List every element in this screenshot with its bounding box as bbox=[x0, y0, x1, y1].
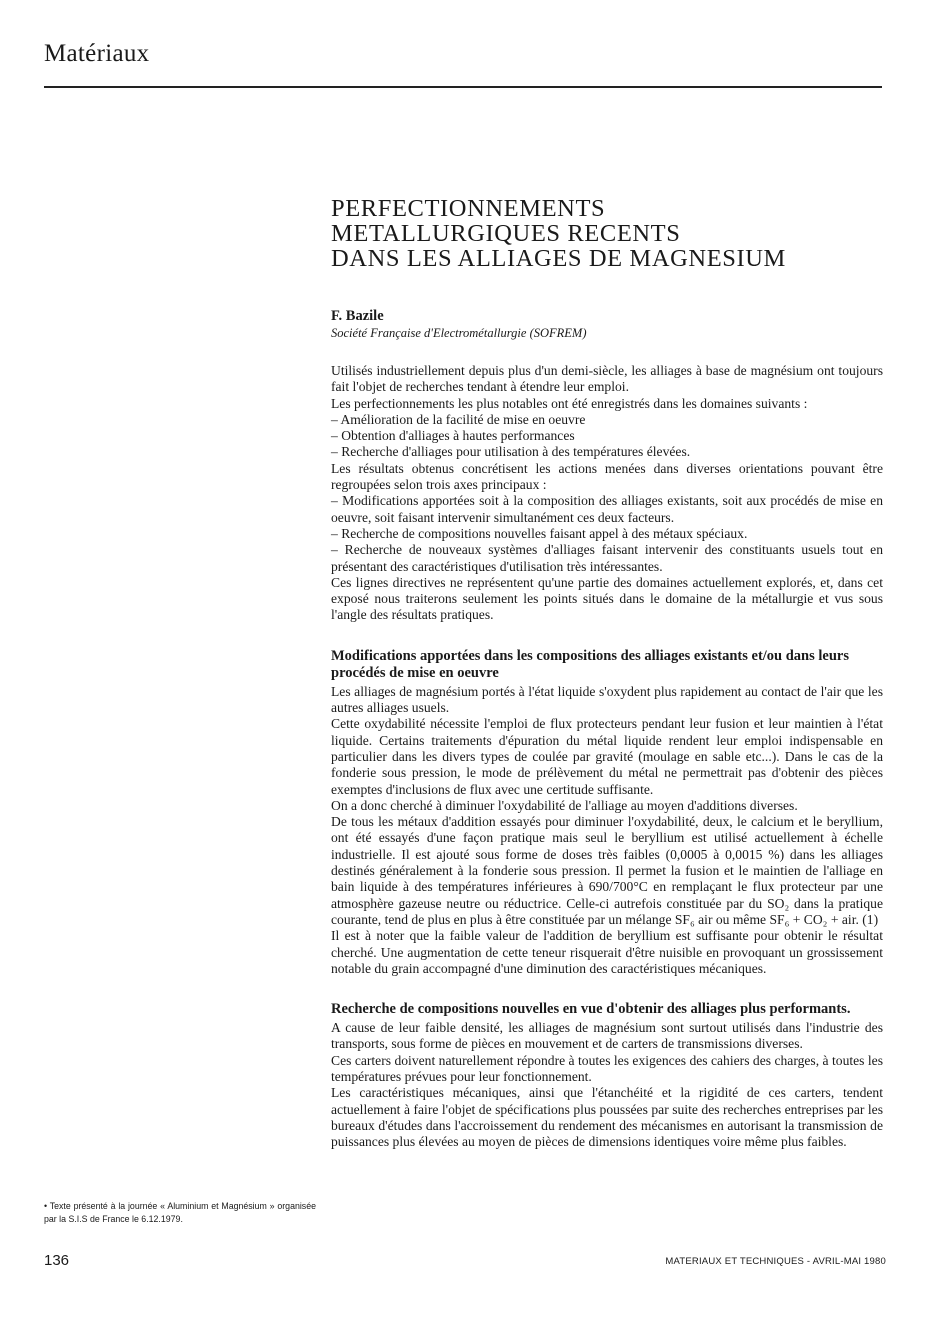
abstract-list-item: – Amélioration de la facilité de mise en oeuvre bbox=[331, 411, 586, 427]
body-paragraph: De tous les métaux d'addition essayés pour diminuer l'oxydabilité, deux, le calcium et le beryllium, ont été essayés d'une façon pratique mais seul le beryllium est utilisé actuellement à échelle industrielle. Il est ajouté sous forme de doses très faibles (0,0005 à 0,0015 %) dans les alliages destinés généralement à la fonderie sous pression. Il permet la fusion et le maintien de l'alliage en bain liquide à des températures inférieures à 690/700°C en remplaçant le flux protecteur par une atmosphère gazeuse neutre ou réductrice. Celle-ci autrefois constituée par du SO₂ dans la pratique courante, tend de plus en plus à être constituée par un mélange SF₆ air ou même SF₆ + CO₂ + air. (1) bbox=[331, 814, 883, 927]
body-paragraph: Les alliages de magnésium portés à l'état liquide s'oxydent plus rapidement au contact de l'air que les autres alliages usuels. bbox=[331, 683, 883, 716]
author-affiliation: Société Française d'Electrométallurgie (SOFREM) bbox=[331, 326, 587, 340]
body-paragraph: Il est à noter que la faible valeur de l'addition de beryllium est suffisante pour obtenir le résultat cherché. Une augmentation de cette teneur risquerait d'être nuisible en provoquant un grossissement notable du grain accompagné d'une diminution des caractéristiques mécaniques. bbox=[331, 928, 883, 976]
abstract-list-item: – Recherche de compositions nouvelles faisant appel à des métaux spéciaux. bbox=[331, 525, 748, 541]
author-name: F. Bazile bbox=[331, 308, 384, 324]
title-line: DANS LES ALLIAGES DE MAGNESIUM bbox=[331, 245, 786, 272]
abstract-list-item: – Obtention d'alliages à hautes performances bbox=[331, 428, 575, 444]
article bbox=[331, 196, 883, 1150]
abstract-paragraph: Les résultats obtenus concrétisent les actions menées dans diverses orientations pouvant être regroupées selon trois axes principaux : bbox=[331, 460, 883, 493]
footnote: • Texte présenté à la journée « Aluminium et Magnésium » organisée par la S.I.S de France le 6.12.1979. bbox=[44, 1201, 316, 1224]
abstract-paragraph: Ces lignes directives ne représentent qu'une partie des domaines actuellement explorés, et, dans cet exposé nous traiterons seulement les points situés dans le domaine de la métallurgie et vus sous l'angle des résultats pratiques. bbox=[331, 574, 883, 623]
section-heading: Modifications apportées dans les compositions des alliages existants et/ou dans leurs procédés de mise en oeuvre bbox=[331, 647, 849, 681]
page-number: 136 bbox=[44, 1252, 70, 1269]
abstract-paragraph: Les perfectionnements les plus notables ont été enregistrés dans les domaines suivants : bbox=[331, 395, 808, 411]
body-paragraph: A cause de leur faible densité, les alliages de magnésium sont surtout utilisés dans l'industrie des transports, sous forme de pièces en mouvement et de carters de transmissions diverses. bbox=[331, 1020, 883, 1052]
abstract-list-item: – Modifications apportées soit à la composition des alliages existants, soit aux procédés de mise en oeuvre, soit faisant intervenir simultanément ces deux facteurs. bbox=[331, 493, 883, 525]
abstract-list-item: – Recherche d'alliages pour utilisation à des températures élevées. bbox=[331, 444, 691, 460]
title-line: METALLURGIQUES RECENTS bbox=[331, 220, 681, 247]
abstract bbox=[331, 363, 883, 624]
section-label: Matériaux bbox=[44, 40, 150, 67]
section-heading: Recherche de compositions nouvelles en vue d'obtenir des alliages plus performants. bbox=[331, 1001, 851, 1018]
body-paragraph: Les caractéristiques mécaniques, ainsi que l'étanchéité et la rigidité de ces carters, tendent actuellement à faire l'objet de spécifications plus poussées par suite des recherches entreprises par les bureaux d'études dans l'accroissement du rendement des mécanismes en autorisant la transmission de puissances plus élevées au moyen de pièces de dimensions identiques voire même plus faibles. bbox=[331, 1085, 883, 1150]
article-title bbox=[331, 196, 883, 271]
body-paragraph: Ces carters doivent naturellement répondre à toutes les exigences des cahiers des charges, à toutes les températures prévues pour leur fonctionnement. bbox=[331, 1052, 883, 1084]
body-paragraph: On a donc cherché à diminuer l'oxydabilité de l'alliage au moyen d'additions diverses. bbox=[331, 797, 798, 813]
abstract-paragraph: Utilisés industriellement depuis plus d'un demi-siècle, les alliages à base de magnésium ont toujours fait l'objet de recherches tendant à étendre leur emploi. bbox=[331, 363, 883, 395]
title-line: PERFECTIONNEMENTS bbox=[331, 195, 606, 222]
body-paragraph: Cette oxydabilité nécessite l'emploi de flux protecteurs pendant leur fusion et leur maintien à l'état liquide. Certains traitements d'épuration du métal liquide rendent leur emploi indispensable en particulier dans les divers types de coulée par gravité (moulage en sable etc...). Dans le cas de la fonderie sous pression, le mode de prélèvement du métal ne permettrait pas d'obtenir des pièces exemptes d'inclusions de flux avec une certitude suffisante. bbox=[331, 716, 883, 797]
journal-footer: MATERIAUX ET TECHNIQUES - AVRIL-MAI 1980 bbox=[665, 1256, 886, 1267]
header-rule bbox=[44, 86, 882, 88]
abstract-list-item: – Recherche de nouveaux systèmes d'alliages faisant intervenir des constituants usuels tout en présentant des caractéristiques d'utilisation très intéressantes. bbox=[331, 542, 883, 574]
